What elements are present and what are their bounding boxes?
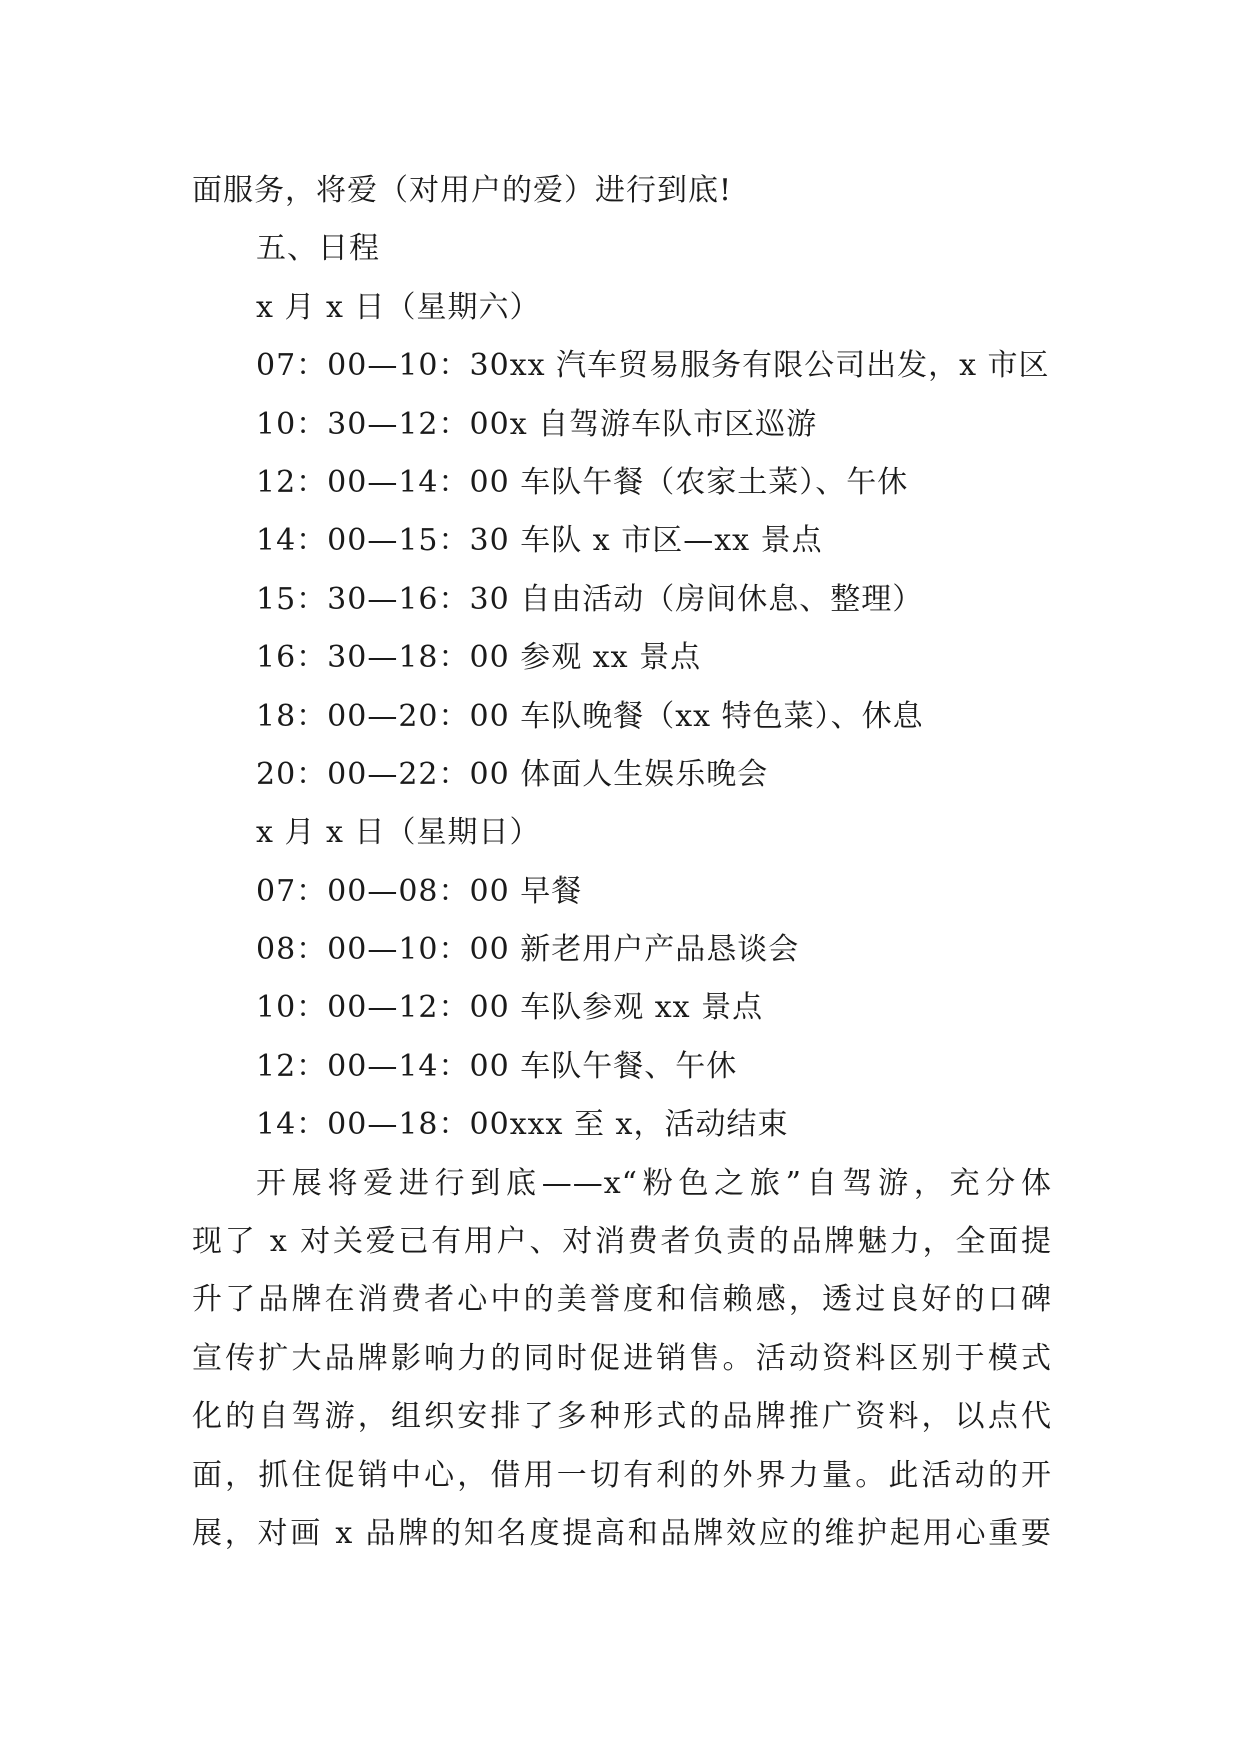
schedule-item: 16：30—18：00 参观 xx 景点 (256, 640, 702, 676)
document-body (192, 162, 1052, 1563)
schedule-item: 07：00—08：00 早餐 (256, 873, 583, 909)
closing-paragraph-line: 展，对画 x 品牌的知名度提高和品牌效应的维护起用心重要 (192, 1515, 1052, 1551)
schedule-item: 20：00—22：00 体面人生娱乐晚会 (256, 756, 769, 792)
schedule-item: 18：00—20：00 车队晚餐（xx 特色菜）、休息 (256, 698, 924, 734)
schedule-item: 15：30—16：30 自由活动（房间休息、整理） (256, 581, 924, 617)
day1-title: x 月 x 日（星期六） (256, 289, 541, 325)
schedule-item: 12：00—14：00 车队午餐（农家土菜）、午休 (256, 464, 909, 500)
closing-paragraph-line: 开展将爱进行到底——x“粉色之旅”自驾游，充分体 (256, 1165, 1052, 1201)
schedule-item: 10：30—12：00x 自驾游车队市区巡游 (256, 406, 818, 442)
schedule-item: 10：00—12：00 车队参观 xx 景点 (256, 990, 764, 1026)
closing-paragraph-line: 面，抓住促销中心，借用一切有利的外界力量。此活动的开 (192, 1457, 1052, 1493)
closing-paragraph-line: 现了 x 对关爱已有用户、对消费者负责的品牌魅力，全面提 (192, 1224, 1052, 1260)
schedule-item: 07：00—10：30xx 汽车贸易服务有限公司出发，x 市区 (256, 348, 1050, 384)
closing-paragraph-line: 化的自驾游，组织安排了多种形式的品牌推广资料，以点代 (192, 1399, 1052, 1435)
day2-title: x 月 x 日（星期日） (256, 815, 541, 851)
schedule-item: 08：00—10：00 新老用户产品恳谈会 (256, 932, 800, 968)
schedule-item: 14：00—15：30 车队 x 市区—xx 景点 (256, 523, 823, 559)
schedule-item: 14：00—18：00xxx 至 x，活动结束 (256, 1107, 789, 1143)
closing-paragraph-line: 宣传扩大品牌影响力的同时促进销售。活动资料区别于模式 (192, 1340, 1052, 1376)
intro-continuation: 面服务，将爱（对用户的爱）进行到底! (192, 173, 733, 208)
section-heading: 五、日程 (256, 231, 380, 267)
schedule-item: 12：00—14：00 车队午餐、午休 (256, 1048, 738, 1084)
closing-paragraph-line: 升了品牌在消费者心中的美誉度和信赖感，透过良好的口碑 (192, 1282, 1052, 1318)
